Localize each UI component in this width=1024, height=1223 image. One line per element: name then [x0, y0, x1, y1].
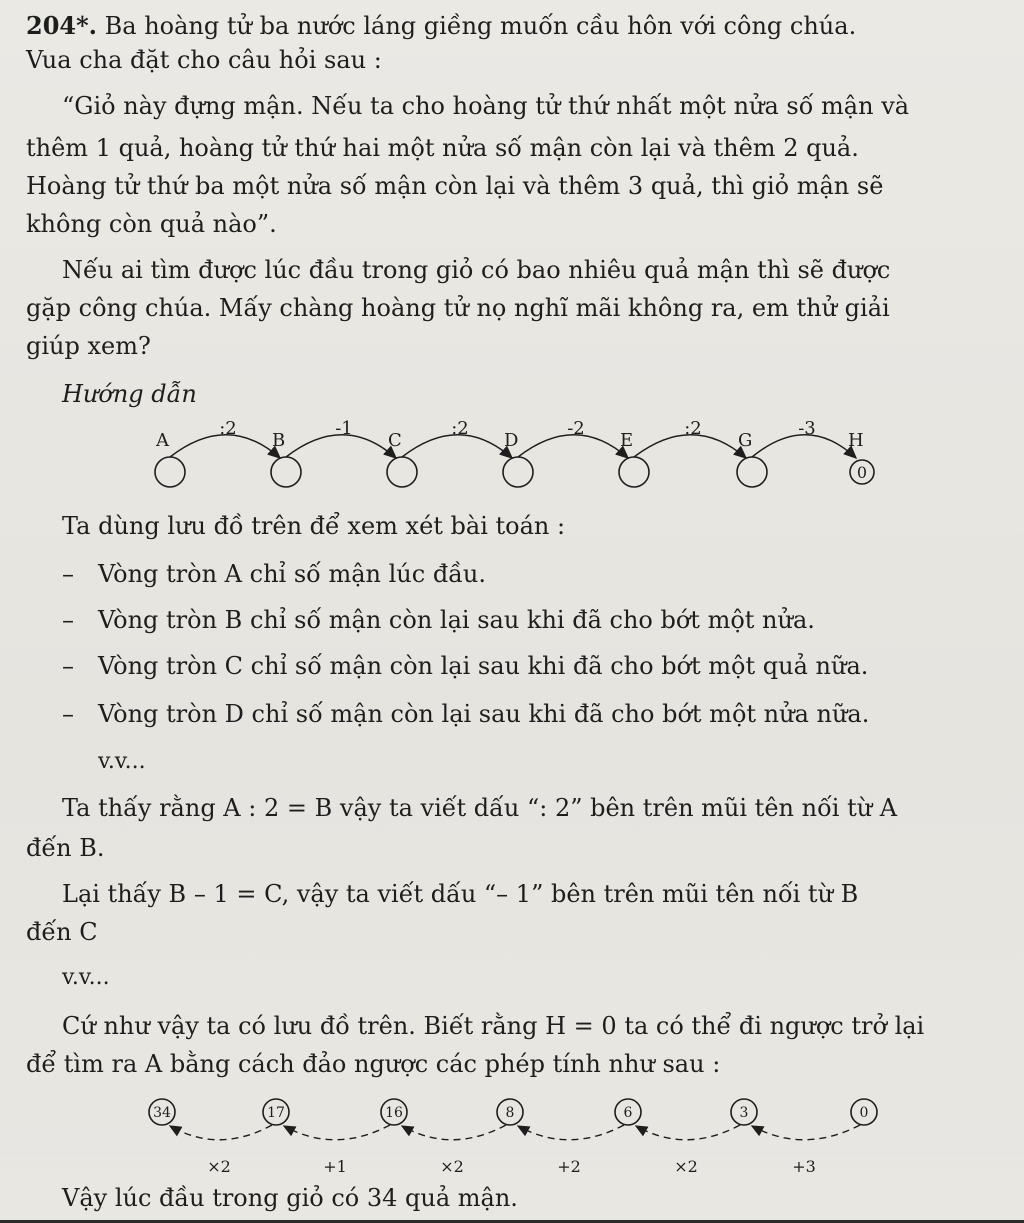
node-label: H — [848, 430, 864, 451]
reverse-operation-label: +1 — [323, 1157, 347, 1176]
reverse-flow-diagram — [0, 1090, 1024, 1180]
bullet-dash: – — [62, 560, 74, 588]
forward-flow-diagram — [0, 410, 1024, 500]
problem-line-6: không còn quả nào”. — [26, 210, 277, 238]
problem-line-3: “Giỏ này đựng mận. Nếu ta cho hoàng tử thứ nhất một nửa số mận và — [62, 92, 910, 120]
value-label: 6 — [623, 1105, 633, 1121]
operation-label: :2 — [451, 418, 469, 439]
value-label: 16 — [385, 1105, 403, 1121]
reverse-operation-label: ×2 — [440, 1157, 464, 1176]
problem-line-2: Vua cha đặt cho câu hỏi sau : — [26, 46, 382, 74]
operation-label: -3 — [798, 418, 816, 439]
value-label: 34 — [153, 1105, 171, 1121]
node-label: D — [504, 430, 519, 451]
bullet-text: Vòng tròn D chỉ số mận còn lại sau khi đã cho bớt một nửa nữa. — [98, 700, 870, 728]
para-3-line-b: để tìm ra A bằng cách đảo ngược các phép tính như sau : — [26, 1050, 721, 1078]
node-circle — [737, 457, 767, 487]
bullet-dash: – — [62, 652, 74, 680]
problem-line-4: thêm 1 quả, hoàng tử thứ hai một nửa số mận còn lại và thêm 2 quả. — [26, 134, 859, 162]
node-circle — [155, 457, 185, 487]
value-label: 3 — [739, 1105, 749, 1121]
operation-label: :2 — [219, 418, 237, 439]
problem-line-8: gặp công chúa. Mấy chàng hoàng tử nọ nghĩ mãi không ra, em thử giải — [26, 294, 890, 322]
reverse-arrow — [170, 1125, 272, 1140]
reverse-operation-label: +2 — [557, 1157, 581, 1176]
reverse-arrow — [518, 1125, 624, 1140]
reverse-operation-label: ×2 — [674, 1157, 698, 1176]
value-label: 8 — [505, 1105, 515, 1121]
explain-intro: Ta dùng lưu đồ trên để xem xét bài toán : — [62, 512, 566, 540]
problem-line-1 — [26, 12, 856, 40]
bullet-3 — [62, 652, 868, 680]
para-2-line-b: đến C — [26, 918, 98, 946]
node-circle — [503, 457, 533, 487]
node-circle — [619, 457, 649, 487]
problem-number: 204*. — [26, 11, 98, 40]
problem-line-5: Hoàng tử thứ ba một nửa số mận còn lại và thêm 3 quả, thì giỏ mận sẽ — [26, 172, 884, 200]
node-label: G — [738, 430, 753, 451]
conclusion: Vậy lúc đầu trong giỏ có 34 quả mận. — [62, 1184, 518, 1212]
reverse-operation-label: ×2 — [207, 1157, 231, 1176]
problem-line-9: giúp xem? — [26, 332, 151, 360]
operation-label: -2 — [567, 418, 585, 439]
bullet-dash: – — [62, 700, 74, 728]
node-label: E — [620, 430, 634, 451]
etc-1: v.v... — [98, 749, 146, 774]
bullet-text: Vòng tròn A chỉ số mận lúc đầu. — [98, 560, 486, 588]
problem-text: Ba hoàng tử ba nước láng giềng muốn cầu hôn với công chúa. — [97, 12, 857, 40]
reverse-operation-label: +3 — [792, 1157, 816, 1176]
node-label: C — [388, 430, 402, 451]
reverse-arrow — [402, 1125, 506, 1140]
para-2-line-a: Lại thấy B – 1 = C, vậy ta viết dấu “– 1” bên trên mũi tên nối từ B — [62, 880, 859, 908]
operation-label: :2 — [684, 418, 702, 439]
value-label: 17 — [267, 1105, 285, 1121]
para-1-line-a: Ta thấy rằng A : 2 = B vậy ta viết dấu “: 2” bên trên mũi tên nối từ A — [62, 794, 898, 822]
node-label: A — [156, 430, 169, 451]
guide-heading: Hướng dẫn — [62, 380, 197, 408]
reverse-arrow — [284, 1125, 390, 1140]
node-circle — [387, 457, 417, 487]
bullet-text: Vòng tròn C chỉ số mận còn lại sau khi đã cho bớt một quả nữa. — [98, 652, 869, 680]
para-1-line-b: đến B. — [26, 834, 105, 862]
bullet-4 — [62, 700, 869, 728]
reverse-arrow — [636, 1125, 740, 1140]
problem-line-7: Nếu ai tìm được lúc đầu trong giỏ có bao nhiêu quả mận thì sẽ được — [62, 256, 891, 284]
etc-2: v.v... — [62, 965, 110, 990]
node-label: B — [272, 430, 286, 451]
para-3-line-a: Cứ như vậy ta có lưu đồ trên. Biết rằng H = 0 ta có thể đi ngược trở lại — [62, 1012, 925, 1040]
operation-label: -1 — [335, 418, 353, 439]
value-label: 0 — [859, 1105, 869, 1121]
bullet-2 — [62, 606, 815, 634]
bullet-dash: – — [62, 606, 74, 634]
bullet-text: Vòng tròn B chỉ số mận còn lại sau khi đã cho bớt một nửa. — [98, 606, 815, 634]
node-circle — [271, 457, 301, 487]
node-value: 0 — [856, 463, 868, 482]
bullet-1 — [62, 560, 486, 588]
reverse-arrow — [752, 1125, 860, 1140]
